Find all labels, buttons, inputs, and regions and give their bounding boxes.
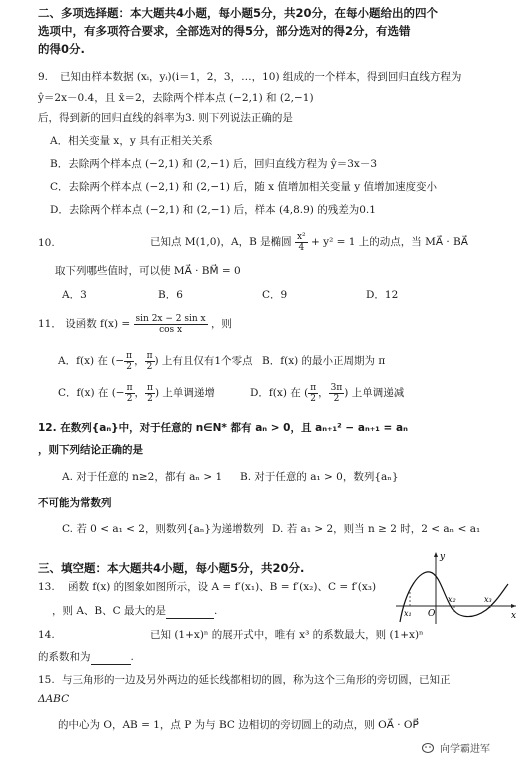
question-9-option-b: B．去除两个样本点 (−2,1) 和 (2,−1) 后，回归直线方程为 ŷ＝3x－3 bbox=[50, 158, 377, 170]
question-10-text-a: 已知点 M(1,0)，A，B 是椭圆 bbox=[150, 236, 292, 248]
fraction bbox=[145, 383, 155, 404]
denominator: 2 bbox=[126, 393, 133, 404]
question-13-line-1: 函数 f(x) 的图象如图所示，设 A = f′(x₁)、B = f′(x₂)、C = f′(x₃) bbox=[68, 581, 377, 593]
option-c-post: ) 上单调递增 bbox=[154, 387, 215, 399]
question-10-option-b: B．6 bbox=[158, 289, 183, 301]
question-13-line-2 bbox=[52, 604, 217, 619]
graph-x2-label: x₂ bbox=[448, 595, 456, 604]
question-10-option-d: D．12 bbox=[366, 289, 399, 301]
y-axis-arrow bbox=[434, 552, 438, 557]
option-d-pre: D．f(x) 在 ( bbox=[250, 387, 309, 399]
question-11-stem bbox=[38, 310, 232, 338]
graph-x3-label: x₃ bbox=[484, 595, 492, 604]
question-9-number: 9. bbox=[38, 71, 49, 83]
question-11-option-b: B．f(x) 的最小正周期为 π bbox=[262, 355, 386, 367]
question-14-text: 的系数和为 bbox=[38, 651, 91, 663]
ellipse-fraction-denominator: 4 bbox=[298, 242, 305, 253]
function-fraction bbox=[134, 314, 208, 335]
graph-origin-label: O bbox=[428, 609, 436, 619]
question-10-option-c: C．9 bbox=[262, 289, 288, 301]
numerator: π bbox=[146, 350, 153, 361]
question-15-line-2: ΔABC bbox=[38, 693, 70, 705]
option-c-pre: C．f(x) 在 (− bbox=[58, 387, 125, 399]
question-11-option-c: C．f(x) 在 (− $\frac{\pi}{2}$ ， $\frac{\pi}{2}$ ) 上单调递增 bbox=[58, 382, 215, 404]
question-12-option-b: B. 对于任意的 a₁ > 0，数列{aₙ} bbox=[240, 471, 399, 483]
question-9-option-d: D．去除两个样本点 (−2,1) 和 (2,−1) 后，样本 (4,8.9) 的残差为0.1 bbox=[50, 204, 376, 216]
numerator: 3π bbox=[330, 382, 343, 393]
question-9-line-1: 已知由样本数据 (xᵢ，yᵢ)(i＝1，2，3，…，10) 组成的一个样本，得到回归直线方程为 bbox=[60, 71, 462, 83]
question-10-option-a: A．3 bbox=[62, 289, 87, 301]
watermark-text: 向学霸进军 bbox=[440, 744, 490, 755]
question-9-line-2: ŷ＝2x－0.4，且 x̄＝2，去除两个样本点 (−2,1) 和 (2,−1) bbox=[38, 92, 314, 104]
numerator: π bbox=[310, 382, 317, 393]
option-a-pre: A．f(x) 在 (− bbox=[58, 355, 125, 367]
denominator: 2 bbox=[310, 393, 317, 404]
section-3-header: 三、填空题：本大题共4小题，每小题5分，共20分. bbox=[38, 561, 305, 575]
graph-x-label: x bbox=[511, 611, 517, 621]
question-10-line-1 bbox=[150, 228, 468, 256]
option-a-post: ) 上有且仅有1个零点 bbox=[154, 355, 253, 367]
numerator: π bbox=[147, 382, 153, 393]
function-denominator: cos x bbox=[159, 324, 183, 335]
question-12-line-1: 12. 在数列{aₙ}中，对于任意的 n∈N* 都有 aₙ > 0，且 aₙ₊₁² − aₙ₊₁ = aₙ bbox=[38, 422, 408, 434]
question-10-text-b: + y² = 1 上的动点，当 MA⃗ · BA⃗ bbox=[311, 236, 468, 248]
section-2-header-line-1: 二、多项选择题：本大题共4小题，每小题5分，共20分，在每小题给出的四个 bbox=[38, 6, 439, 20]
answer-blank[interactable] bbox=[91, 650, 131, 665]
question-15-line-1: 与三角形的一边及另外两边的延长线都相切的圆，称为这个三角形的旁切圆，已知正 bbox=[62, 674, 451, 686]
section-2-header-line-3: 的得0分. bbox=[38, 42, 85, 56]
ellipse-fraction-numerator: x² bbox=[296, 231, 306, 242]
question-14-line-2 bbox=[38, 650, 134, 665]
question-11-option-a: A．f(x) 在 (− $\frac{\pi}{2}$ ， $\frac{\pi}{2}$ ) 上有且仅有1个零点 bbox=[58, 350, 253, 372]
question-12-line-5: 不可能为常数列 bbox=[38, 497, 112, 509]
fraction bbox=[124, 351, 134, 372]
question-9-option-c: C．去除两个样本点 (−2,1) 和 (2,−1) 后，随 x 值增加相关变量 y 值增加速度变小 bbox=[50, 181, 437, 193]
x-axis-arrow bbox=[511, 604, 516, 608]
question-15-number: 15. bbox=[38, 674, 55, 686]
question-13-text: ，则 A、B、C 最大的是 bbox=[52, 605, 167, 617]
answer-blank[interactable] bbox=[166, 604, 214, 619]
question-13-number: 13. bbox=[38, 581, 55, 593]
question-12-option-d: D. 若 a₁ > 2，则当 n ≥ 2 时，2 < aₙ < a₁ bbox=[272, 523, 481, 535]
question-13-end: . bbox=[214, 605, 218, 617]
question-12-line-2: ，则下列结论正确的是 bbox=[38, 444, 143, 456]
wechat-icon bbox=[422, 742, 436, 754]
question-10-number: 10. bbox=[38, 237, 55, 249]
fraction bbox=[145, 351, 155, 372]
ellipse-fraction bbox=[295, 232, 308, 253]
watermark bbox=[422, 740, 490, 755]
question-9-line-3: 后，得到新的回归直线的斜率为3. 则下列说法正确的是 bbox=[38, 112, 293, 124]
question-9-option-a: A．相关变量 x，y 具有正相关关系 bbox=[50, 135, 213, 147]
denominator: 2 bbox=[333, 393, 340, 404]
question-15-line-3: 的中心为 O，AB = 1，点 P 为与 BC 边相切的旁切圆上的动点，则 OA⃗ · OP⃗ bbox=[58, 719, 419, 731]
fraction bbox=[308, 383, 318, 404]
numerator: π bbox=[126, 382, 133, 393]
numerator: π bbox=[126, 350, 133, 361]
question-11-pre: 设函数 f(x) = bbox=[65, 318, 131, 330]
question-11-post: ，则 bbox=[210, 318, 232, 330]
question-11-option-d: D．f(x) 在 ( $\frac{\pi}{2}$ ， $\frac{3\pi}{2}$ ) 上单调递减 bbox=[250, 382, 405, 404]
function-numerator: sin 2x − 2 sin x bbox=[135, 313, 206, 324]
graph-x1-label: x₁ bbox=[404, 609, 412, 618]
question-10-line-2: 取下列哪些值时，可以使 MA⃗ · BM⃗ = 0 bbox=[55, 265, 241, 277]
question-12-option-c: C. 若 0 < a₁ < 2，则数列{aₙ}为递增数列 bbox=[62, 523, 264, 535]
denominator: 2 bbox=[147, 393, 153, 404]
option-d-post: ) 上单调递减 bbox=[344, 387, 405, 399]
fraction bbox=[125, 383, 135, 404]
question-12-option-a: A. 对于任意的 n≥2，都有 aₙ > 1 bbox=[62, 471, 223, 483]
denominator: 2 bbox=[146, 361, 153, 372]
question-14-number: 14. bbox=[38, 629, 55, 641]
function-graph bbox=[392, 548, 522, 628]
graph-y-label: y bbox=[440, 552, 446, 562]
section-2-header-line-2: 选项中，有多项符合要求，全部选对的得5分，部分选对的得2分，有选错 bbox=[38, 24, 411, 38]
denominator: 2 bbox=[126, 361, 132, 372]
question-11-number: 11． bbox=[38, 318, 62, 330]
question-14-line-1: 已知 (1+x)ⁿ 的展开式中，唯有 x³ 的系数最大，则 (1+x)ⁿ bbox=[150, 629, 424, 641]
question-14-end: . bbox=[130, 651, 134, 663]
fraction bbox=[329, 383, 345, 404]
